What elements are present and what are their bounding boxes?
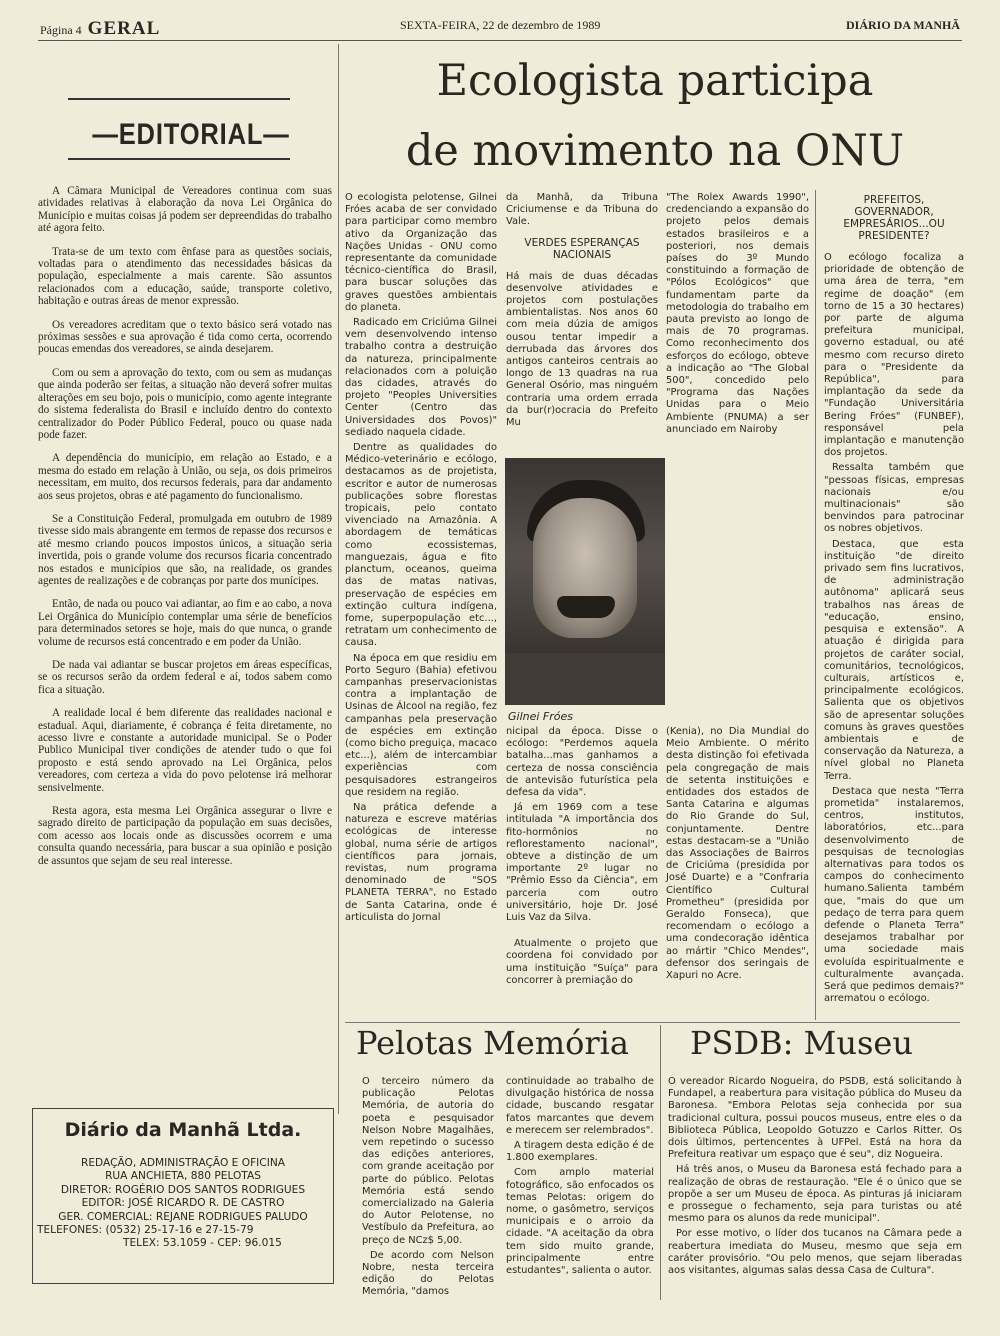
masthead-box: [32, 1108, 334, 1284]
article-paragraph: Ressalta também que "pessoas físicas, empresas nacionais e/ou multinacionais" são benvindos para patrocinar os nobres objetivos.: [824, 462, 964, 535]
masthead-title: Diário da Manhã Ltda.: [64, 1119, 302, 1141]
editorial-paragraph: Se a Constituição Federal, promulgada em outubro de 1989 tivesse sido mais abrangente em termos de repasse dos recursos e até mesmo criando poucos impostos únicos, a situação seria invertida, pois o grande volume dos recursos ficaria concentrado nos estados e municípios que são, na realidade, os grandes agentes de realizações e de cobranças por parte dos munícipes.: [38, 512, 332, 587]
column-divider: [338, 44, 339, 1114]
editorial-rule-top: [68, 98, 290, 100]
article-paragraph: Com amplo material fotográfico, são enfocados os temas Pelotas: origem do nome, o gasômetro, serviços municipais e o arroio da cidade. "A aceitação da obra tem sido muito grande, principalmente entre estudantes", salienta o autor.: [506, 1167, 654, 1277]
editorial-paragraph: Com ou sem a aprovação do texto, com ou sem as mudanças que ainda poderão ser feitas, a situação não deverá sofrer muitas alterações em seu bojo, pois o município, como agente integrante do sistema federalista do Brasil e incluído dentro do contexto centralizador do Poder Público Federal, pouco ou quase nada pode fazer.: [38, 366, 332, 441]
editorial-body: [38, 185, 332, 878]
masthead-line: GER. COMERCIAL: REJANE RODRIGUES PALUDO: [58, 1210, 308, 1223]
editorial-paragraph: Resta agora, esta mesma Lei Orgânica assegurar o livre e sagrado direito de participação da população em suas decisões, com acesso aos locais onde as discussões ocorrem e uma consulta quando necessária, para buscar a sua opinião e posição de assuntos que sejam de seu real interesse.: [38, 805, 332, 867]
section-name: GERAL: [87, 18, 161, 39]
masthead-line: TELEFONES: (0532) 25-17-16 e 27-15-79: [37, 1224, 254, 1237]
portrait-photo: [505, 458, 665, 705]
editorial-paragraph: De nada vai adiantar se buscar projetos em áreas específicas, se os recursos serão da ordem federal e aí, todos sabem como fica a situação.: [38, 659, 332, 696]
photo-shirt: [505, 653, 665, 705]
section-divider: [345, 1022, 960, 1023]
header-rule: [38, 40, 962, 41]
main-headline: de movimento na ONU: [405, 126, 905, 176]
article-paragraph: O vereador Ricardo Nogueira, do PSDB, está solicitando à Fundapel, a reabertura para visitação pública do Museu da Baronesa. "Embora Pelotas seja conhecida por sua tradicional cultura, possui poucos museus, entre eles o da Biblioteca Pública, Leopoldo Gotuzzo e Carlos Ritter. Os dois últimos, pertencentes à UFPel. Está na hora da Prefeitura reativar um espaço que é seu", diz Nogueira.: [668, 1076, 962, 1161]
article-paragraph: Já em 1969 com a tese intitulada "A importância dos fito-hormônios no reflorestamento nacional", obteve a distinção de um importante 2º lugar no "Prêmio Esso da Ciência", em parceria com outro universitário, hoje Dr. José Luis Vaz da Silva.: [506, 802, 658, 924]
masthead-line: REDAÇÃO, ADMINISTRAÇÃO E OFICINA: [81, 1157, 285, 1169]
article-paragraph: A tiragem desta edição é de 1.800 exemplares.: [506, 1140, 654, 1164]
photo-caption: Gilnei Fróes: [508, 710, 574, 723]
masthead-line: TELEX: 53.1059 - CEP: 96.015: [123, 1237, 282, 1250]
article-subhead: PREFEITOS, GOVERNADOR, EMPRESÁRIOS...OU PRESIDENTE?: [843, 194, 945, 242]
column-divider: [815, 190, 816, 1020]
article-paragraph: Dentre as qualidades do Médico-veterinário e ecólogo, destacamos as de projetista, escritor e autor de numerosas publicações sobre florestas tropicais, pelo contato vivenciado na Amazônia. A abordagem de temáticas como ecossistemas, manguezais, água e fito planctum, oceanos, queima das de matas nativas, preservação de espécies em extinção cultura indígena, fome, superpopulação etc..., retratam um conhecimento de causa.: [345, 442, 497, 649]
article-paragraph: Por esse motivo, o líder dos tucanos na Câmara pede a reabertura imediata do Museu, mesmo que seja em caráter provisório. "Ou pelo menos, que sejam liberadas aos visitantes, algumas salas dessa Casa de Cultura".: [668, 1228, 962, 1277]
article-paragraph: nicipal da época. Disse o ecólogo: "Perdemos aquela batalha...mas ganhamos a certeza de nossa consciência de antevisão futurística pela defesa da vida".: [506, 726, 658, 799]
masthead-lines: [33, 1157, 333, 1251]
editorial-paragraph: Os vereadores acreditam que o texto básico será votado nas próximas sessões e sua aprovação é tida como certa, ocorrendo poucas emendas dos vereadores, se ainda desejarem.: [38, 318, 332, 356]
article-paragraph: O ecólogo focaliza a prioridade de obtenção de uma área de terra, "em regime de doação" (em torno de 15 a 30 hectares) por parte de alguma prefeitura municipal, governo estadual, ou até mesmo com recurso direto para o "Presidente da República", para implantação da sede da "Fundação Universitária Bering Fróes" (FUNBEF), responsável pela implantação e manutenção dos projetos.: [824, 252, 964, 459]
article-paragraph: Destaca que nesta "Terra prometida" instalaremos, centros, institutos, laboratórios, etc...para desenvolvimento de pesquisas de tecnologias alternativas para todos os campos do conhecimento humano.Salienta também que, "mais do que um pedaço de terra para quem defende o Planeta Terra" desejamos trabalhar por uma sociedade mais evoluída espiritualmente e culturalmente avançada. Será que pedimos demais?" arrematou o ecólogo.: [824, 785, 964, 1005]
editorial-title: —EDITORIAL—: [92, 118, 290, 151]
article-paragraph: Atualmente o projeto que coordena foi convidado por uma instituição "Suíça" para concorrer à premiação do: [506, 938, 658, 986]
pelotas-column-2: [506, 1076, 654, 1280]
editorial-paragraph: A dependência do município, em relação ao Estado, e a mesma do estado em relação à União, ou seja, os dois primeiros necessitam, em muito, dos recursos federais, para dar andamento aos seus projetos, obras e até pagamento do funcionalismo.: [38, 452, 332, 502]
article-paragraph: O terceiro número da publicação Pelotas Memória, de autoria do poeta e pesquisador Nelson Nobre Magalhães, vem repetindo o sucesso das edições anteriores, com grande aceitação por parte do público. Pelotas Memória está sendo comercializado na Galeria do Autor Pelotense, no Vestíbulo da Prefeitura, ao preço de NCz$ 5,00.: [362, 1076, 494, 1246]
column-divider: [660, 1025, 661, 1300]
psdb-body: [668, 1076, 962, 1280]
pelotas-headline: Pelotas Memória: [356, 1024, 629, 1062]
editorial-paragraph: Então, de nada ou pouco vai adiantar, ao fim e ao cabo, a nova Lei Orgânica do Município contemplar uma série de benefícios para determinados setores se hoje, mais do que nunca, o grande volume de recursos está concentrado e em poder da União.: [38, 598, 332, 648]
article-subhead: VERDES ESPERANÇAS NACIONAIS: [524, 236, 640, 261]
psdb-headline: PSDB: Museu: [690, 1024, 913, 1062]
page-header-left: [40, 18, 160, 40]
article-column-2: [506, 192, 658, 432]
article-paragraph: Há mais de duas décadas desenvolve atividades e projetos com postulações ambientalistas. Nos anos 60 com meia dúzia de amigos ousou tentar impedir a derrubada das árvores dos antigos canteiros centrais ao longo de 13 quadras na rua General Osório, mas ninguém contraria uma ordem errada da bur(r)ocracia do Prefeito Mu: [506, 270, 658, 429]
article-paragraph: O ecologista pelotense, Gilnei Fróes acaba de ser convidado para participar como membro ativo da Organização das Nações Unidas - ONU como representante da comunidade técnico-científica do Brasil, para buscar soluções das graves questões ambientais do planeta.: [345, 192, 497, 313]
article-paragraph: De acordo com Nelson Nobre, nesta terceira edição do Pelotas Memória, "damos: [362, 1249, 494, 1298]
article-paragraph: Na prática defende a natureza e escreve matérias ecológicas de interesse global, numa série de artigos científicos para jornais, revistas, num programa denominado de "SOS PLANETA TERRA", no Estado de Santa Catarina, onde é articulista do Jornal: [345, 801, 497, 923]
article-paragraph: Na época em que residiu em Porto Seguro (Bahia) efetivou campanhas preservacionistas contra a implantação de Usinas de Álcool na região, fez campanhas pela preservação de espécies em extinção (como bicho preguiça, macaco etc...), além de intercambiar experiências com pesquisadores estrangeiros que residem na região.: [345, 652, 497, 798]
paper-name: DIÁRIO DA MANHÃ: [846, 18, 960, 32]
editorial-paragraph: A Câmara Municipal de Vereadores continua com suas atividades relativas à elaboração da nova Lei Orgânica do Município e muitas coisas já podem ser depreendidas do trabalho até agora feito.: [38, 185, 332, 235]
main-headline: Ecologista participa: [436, 56, 874, 106]
article-column-3-bottom: [666, 726, 809, 985]
photo-moustache: [557, 596, 615, 618]
article-paragraph: "The Rolex Awards 1990", credenciando a expansão do projeto pelos demais estados brasileiros e a posteriori, nos demais países do 3º Mundo constituindo a formação de "Pólos Ecológicos" que fundamentam parte da metodologia do trabalho em pauta previsto ao longo de mais de 70 programas. Como reconhecimento dos esforços do ecólogo, obteve a indicação ao "The Global 500", concedido pelo "Programa das Nações Unidas para o Meio Ambiente (PNUMA) a ser anunciado em Nairoby: [666, 192, 809, 435]
article-column-4: [824, 194, 964, 1008]
editorial-paragraph: Trata-se de um texto com ênfase para as questões sociais, voltadas para o atendimento das necessidades básicas da população, especialmente a mais carente. São assuntos relacionados com a educação, saúde, transporte coletivo, habitação e outras áreas de menor expressão.: [38, 245, 332, 308]
article-column-2-bottom: [506, 726, 658, 990]
article-paragraph: continuidade ao trabalho de divulgação histórica de nossa cidade, buscando resgatar fatos marcantes que devem e merecem ser relembrados".: [506, 1076, 654, 1136]
article-paragraph: Há três anos, o Museu da Baronesa está fechado para a realização de obras de restauração. "Ele é o único que se propõe a ser um Museu de época. As pinturas já iniciaram e prossegue o fechamento, seja para turistas ou até mesmo para os alunos da rede municipal".: [668, 1164, 962, 1225]
masthead-line: EDITOR: JOSÉ RICARDO R. DE CASTRO: [81, 1197, 285, 1210]
article-paragraph: Radicado em Criciúma Gilnei vem desenvolvendo intenso trabalho contra a destruição da natureza, principalmente relacionados com a poluição das cidades, através do projeto "Peoples Universities Center (Centro das Universidades dos Povos)" sediado naquela cidade.: [345, 317, 497, 438]
page-number: Página 4: [40, 23, 82, 37]
issue-date: SEXTA-FEIRA, 22 de dezembro de 1989: [400, 18, 601, 32]
masthead-line: RUA ANCHIETA, 880 PELOTAS: [105, 1170, 261, 1183]
editorial-paragraph: A realidade local é bem diferente das realidades nacional e estadual. Aqui, diariamente, é cobrança é feita diretamente, no acesso livre e constante a autoridade municipal. Se o Poder Publico Municipal tiver condições de atender tudo o que foi proposto e está sendo aprovado na Lei Orgânica, pelos vereadores, com certeza a vida do povo pelotense irá melhorar sensivelmente.: [38, 707, 332, 794]
article-paragraph: (Kenia), no Dia Mundial do Meio Ambiente. O mérito desta distinção foi efetivada pela congregação de mais de setenta instituições e entidades dos estados de Santa Catarina e algumas do Rio Grande do Sul, conjuntamente. Dentre estas destacam-se a "União das Associações de Bairros de Criciúma (presidida por José Duarte) e a "Confraria Científico Cultural Prometheu" (presidida por Geraldo Fonseca), que recomendam o ecólogo a uma condecoração idêntica ao mártir "Chico Mendes", defensor dos seringais de Xapuri no Acre.: [666, 726, 809, 982]
article-paragraph: da Manhã, da Tribuna Criciumense e da Tribuna do Vale.: [506, 192, 658, 228]
pelotas-column-1: [362, 1076, 494, 1302]
article-column-1: [345, 192, 497, 927]
article-paragraph: Destaca, que esta instituição "de direito privado sem fins lucrativos, de administração autônoma" aplicará seus trabalhos nas áreas de "educação, ensino, pesquisa e extensão". A atuação é dirigida para projetos de caráter social, comunitários, tecnológicos, culturais, artísticos e, principalmente ecológicos. Salienta que os objetivos são de apresentar soluções comuns às graves questões ambientais e de conservação da Natureza, a nível global no Planeta Terra.: [824, 538, 964, 782]
masthead-line: DIRETOR: ROGÉRIO DOS SANTOS RODRIGUES: [60, 1183, 306, 1196]
editorial-rule-bottom: [68, 158, 290, 160]
article-column-3: [666, 192, 809, 439]
